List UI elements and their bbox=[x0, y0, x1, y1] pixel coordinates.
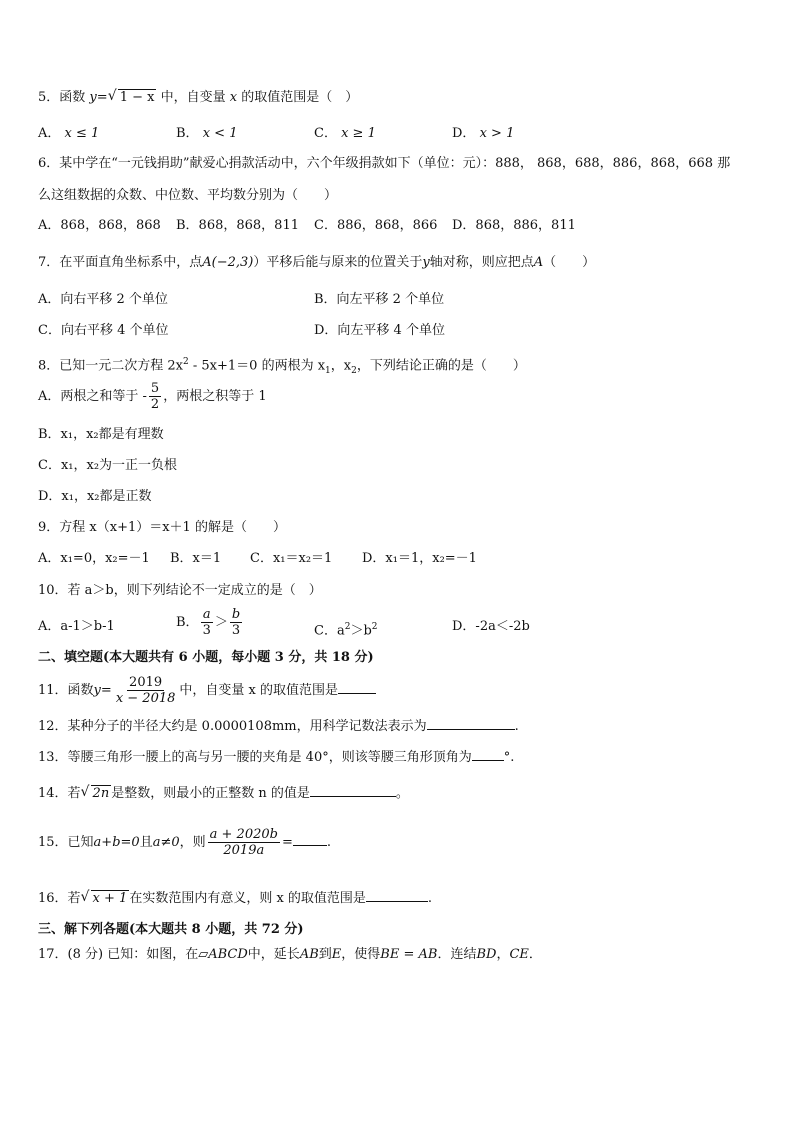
q8-option-a: A．两根之和等于 - $\frac{5}{2}$ ，两根之积等于 1 bbox=[38, 381, 267, 412]
question-12: 12．某种分子的半径大约是 0.0000108mm，用科学记数法表示为 . bbox=[38, 716, 519, 737]
q7-option-c: C．向右平移 4 个单位 bbox=[38, 323, 169, 338]
question-13: 13．等腰三角形一腰上的高与另一腰的夹角是 40°，则该等腰三角形顶角为 °. bbox=[38, 747, 514, 768]
section-3-heading: 三、解下列各题(本大题共 8 小题，共 72 分) bbox=[38, 922, 304, 937]
q5-tail: 的取值范围是（ ） bbox=[241, 90, 359, 105]
q7-option-b: B．向左平移 2 个单位 bbox=[314, 292, 445, 307]
q5-radicand: 1 − x bbox=[119, 90, 155, 105]
question-5 bbox=[38, 88, 358, 108]
q8-option-d: D．x₁，x₂都是正数 bbox=[38, 489, 152, 504]
question-8: 8．已知一元二次方程 $2x^2 - 5x+1=0$ 的两根为 $x_1$，$x_2$，下列结论正确的是（ ） bbox=[38, 357, 526, 376]
q10-option-a: A．a-1＞b-1 bbox=[38, 619, 115, 634]
q6-option-b: B．868，868，811 bbox=[176, 218, 299, 233]
question-14: 14．若 √ 2n 是整数，则最小的正整数 n 的值是 。 bbox=[38, 783, 409, 804]
question-6-line2: 么这组数据的众数、中位数、平均数分别为（ ） bbox=[38, 188, 338, 203]
q9-option-b: B．x＝1 bbox=[170, 551, 222, 566]
q5-x: x bbox=[229, 90, 238, 105]
q8-option-c: C．x₁，x₂为一正一负根 bbox=[38, 458, 178, 473]
question-6-line1: 6．某中学在“一元钱捐助”献爱心捐款活动中，六个年级捐款如下（单位：元）：888， 868，688，886，868，668 那 bbox=[38, 156, 731, 171]
q14-sqrt: √ 2n bbox=[80, 784, 110, 801]
q5-number: 5．函数 bbox=[38, 90, 86, 105]
q12-answer-blank[interactable] bbox=[427, 716, 515, 730]
q9-option-d: D．x₁＝1，x₂=－1 bbox=[362, 551, 477, 566]
section-2-heading: 二、填空题(本大题共有 6 小题，每小题 3 分，共 18 分) bbox=[38, 650, 374, 665]
q5-text: 中，自变量 bbox=[160, 90, 226, 105]
q10-option-d: D．-2a＜-2b bbox=[452, 619, 530, 634]
q14-answer-blank[interactable] bbox=[310, 783, 396, 797]
q5-option-b: B． x < 1 bbox=[176, 126, 238, 141]
q5-option-c: C． x ≥ 1 bbox=[314, 126, 376, 141]
q7-option-a: A．向右平移 2 个单位 bbox=[38, 292, 168, 307]
question-9: 9．方程 x（x+1）＝x＋1 的解是（ ） bbox=[38, 520, 286, 535]
q15-fraction: $\frac{a + 2020b}{2019a}$ bbox=[209, 827, 278, 858]
question-11: 11．函数y= $\frac{2019}{x - 2018}$ 中，自变量 x 的取值范围是 bbox=[38, 674, 376, 708]
q5-option-a: A． x ≤ 1 bbox=[38, 126, 100, 141]
q5-sqrt: √ 1 − x bbox=[107, 88, 155, 105]
question-16: 16．若 √ x + 1 在实数范围内有意义，则 x 的取值范围是 . bbox=[38, 888, 432, 909]
q8-fraction: $\frac{5}{2}$ bbox=[150, 381, 160, 412]
q9-option-c: C．x₁＝x₂＝1 bbox=[250, 551, 333, 566]
q5-option-d: D． x > 1 bbox=[452, 126, 515, 141]
q6-option-a: A．868，868，868 bbox=[38, 218, 161, 233]
q9-option-a: A．x₁=0，x₂=－1 bbox=[38, 551, 150, 566]
q10-option-b: B． $\frac{a}{3}$ ＞ $\frac{b}{3}$ bbox=[176, 607, 241, 638]
q7-option-d: D．向左平移 4 个单位 bbox=[314, 323, 445, 338]
q16-sqrt: √ x + 1 bbox=[80, 889, 128, 906]
q11-answer-blank[interactable] bbox=[338, 680, 376, 694]
q5-y: y bbox=[89, 90, 97, 105]
question-10: 10．若 a＞b，则下列结论不一定成立的是（ ） bbox=[38, 583, 322, 598]
q16-answer-blank[interactable] bbox=[366, 888, 428, 902]
q7-point: A(−2,3) bbox=[202, 255, 254, 270]
q6-option-d: D．868，886，811 bbox=[452, 218, 576, 233]
q8-option-b: B．x₁，x₂都是有理数 bbox=[38, 427, 164, 442]
q6-option-c: C．886，868，866 bbox=[314, 218, 438, 233]
question-7: 7．在平面直角坐标系中，点A(−2,3)）平移后能与原来的位置关于y轴对称，则应把点A（ ） bbox=[38, 255, 596, 270]
q13-answer-blank[interactable] bbox=[472, 747, 504, 761]
question-17: 17．(8 分) 已知：如图，在▱ABCD中，延长AB到E，使得BE = AB．连结BD，CE． bbox=[38, 947, 542, 962]
q11-fraction: $\frac{2019}{x - 2018}$ bbox=[115, 675, 176, 706]
question-15: 15．已知a+b=0且a≠0，则 $\frac{a + 2020b}{2019a}$ = . bbox=[38, 827, 332, 858]
q10-option-c: C．$a^2>b^2$ bbox=[314, 622, 378, 639]
q5-eq: = bbox=[96, 90, 108, 105]
q15-answer-blank[interactable] bbox=[293, 832, 327, 846]
